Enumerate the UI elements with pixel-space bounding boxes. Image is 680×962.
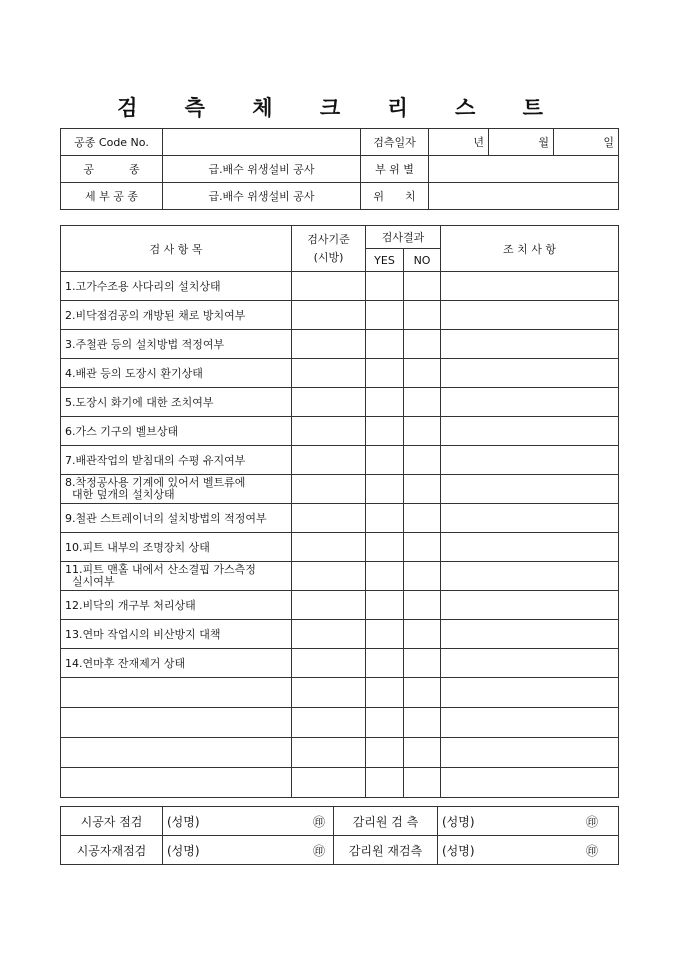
check-no-cell[interactable] — [404, 562, 441, 591]
check-item-label: 2.비닥점검공의 개방된 채로 방치여부 — [61, 301, 292, 330]
check-yes-cell[interactable] — [366, 768, 404, 798]
check-action-cell[interactable] — [441, 272, 619, 301]
check-action-cell[interactable] — [441, 330, 619, 359]
contractor-check-name: (성명) — [167, 814, 200, 829]
check-yes-cell[interactable] — [366, 533, 404, 562]
check-no-cell[interactable] — [404, 591, 441, 620]
check-item-label: 13.연마 작업시의 비산방지 대책 — [61, 620, 292, 649]
check-standard-cell[interactable] — [292, 272, 366, 301]
checklist-header-row — [61, 226, 619, 249]
check-no-cell[interactable] — [404, 649, 441, 678]
seal-icon: ㊞ — [312, 814, 325, 829]
info-table — [60, 128, 619, 210]
check-item-label: 14.연마후 잔재제거 상태 — [61, 649, 292, 678]
table-row — [61, 678, 619, 708]
check-standard-cell[interactable] — [292, 708, 366, 738]
location-value[interactable] — [429, 183, 619, 210]
check-item-label: 8.착정공사용 기계에 있어서 벨트류에 대한 덮개의 설치상태 — [61, 475, 292, 504]
part-label: 부 위 별 — [361, 156, 429, 183]
table-row — [61, 446, 619, 475]
part-value[interactable] — [429, 156, 619, 183]
table-row — [61, 591, 619, 620]
seal-icon: ㊞ — [585, 814, 598, 829]
check-yes-cell[interactable] — [366, 475, 404, 504]
check-action-cell[interactable] — [441, 591, 619, 620]
check-yes-cell[interactable] — [366, 620, 404, 649]
header-standard-line1: 검사기준 — [307, 232, 350, 246]
signoff-table — [60, 806, 619, 865]
date-month[interactable]: 월 — [489, 129, 554, 156]
check-no-cell[interactable] — [404, 446, 441, 475]
contractor-recheck-name: (성명) — [167, 843, 200, 858]
detail-type-value[interactable]: 급.배수 위생설비 공사 — [163, 183, 361, 210]
check-standard-cell[interactable] — [292, 504, 366, 533]
check-action-cell[interactable] — [441, 475, 619, 504]
check-no-cell[interactable] — [404, 388, 441, 417]
location-label: 위 치 — [361, 183, 429, 210]
check-yes-cell[interactable] — [366, 738, 404, 768]
page-title: 검 측 체 크 리 스 트 — [117, 95, 563, 120]
check-action-cell[interactable] — [441, 768, 619, 798]
table-row — [61, 388, 619, 417]
check-item-label: 12.비닥의 개구부 처리상태 — [61, 591, 292, 620]
table-row — [61, 708, 619, 738]
supervisor-reinspect-name: (성명) — [442, 843, 475, 858]
check-item-label: 9.철관 스트레이너의 설치방법의 적정여부 — [61, 504, 292, 533]
header-yes: YES — [366, 249, 404, 272]
date-day[interactable]: 일 — [554, 129, 619, 156]
checklist-table — [60, 225, 619, 798]
check-no-cell[interactable] — [404, 272, 441, 301]
table-row — [61, 330, 619, 359]
header-standard-line2: (시방) — [313, 250, 344, 264]
check-no-cell[interactable] — [404, 330, 441, 359]
check-no-cell[interactable] — [404, 475, 441, 504]
check-yes-cell[interactable] — [366, 678, 404, 708]
check-standard-cell[interactable] — [292, 678, 366, 708]
supervisor-reinspect-label: 감리원 재검측 — [334, 836, 438, 865]
check-yes-cell[interactable] — [366, 388, 404, 417]
check-yes-cell[interactable] — [366, 301, 404, 330]
signoff-row — [61, 807, 619, 836]
check-no-cell[interactable] — [404, 417, 441, 446]
check-yes-cell[interactable] — [366, 272, 404, 301]
check-standard-cell[interactable] — [292, 417, 366, 446]
check-yes-cell[interactable] — [366, 330, 404, 359]
check-standard-cell[interactable] — [292, 330, 366, 359]
check-standard-cell[interactable] — [292, 388, 366, 417]
date-year[interactable]: 년 — [429, 129, 489, 156]
check-no-cell[interactable] — [404, 678, 441, 708]
table-row — [61, 504, 619, 533]
check-yes-cell[interactable] — [366, 446, 404, 475]
check-action-cell[interactable] — [441, 417, 619, 446]
table-row — [61, 738, 619, 768]
check-yes-cell[interactable] — [366, 649, 404, 678]
check-standard-cell[interactable] — [292, 301, 366, 330]
check-item-label: 10.피트 내부의 조명장치 상태 — [61, 533, 292, 562]
seal-icon: ㊞ — [312, 843, 325, 858]
code-value[interactable] — [163, 129, 361, 156]
table-row — [61, 301, 619, 330]
contractor-check-label: 시공자 점검 — [61, 807, 163, 836]
check-action-cell[interactable] — [441, 446, 619, 475]
check-item-label: 5.도장시 화기에 대한 조치여부 — [61, 388, 292, 417]
signoff-row — [61, 836, 619, 865]
check-action-cell[interactable] — [441, 359, 619, 388]
header-standard — [292, 226, 366, 272]
supervisor-reinspect-sign[interactable] — [438, 836, 619, 865]
check-item-label: 1.고가수조용 사다리의 설치상태 — [61, 272, 292, 301]
check-item-label: 3.주철관 등의 설치방법 적정여부 — [61, 330, 292, 359]
contractor-recheck-label: 시공자재점검 — [61, 836, 163, 865]
check-yes-cell[interactable] — [366, 591, 404, 620]
supervisor-inspect-name: (성명) — [442, 814, 475, 829]
detail-type-label: 세 부 공 종 — [61, 183, 163, 210]
check-standard-cell[interactable] — [292, 768, 366, 798]
check-item-label: 11.피트 맨홀 내에서 산소결핍 가스측정 실시여부 — [61, 562, 292, 591]
check-yes-cell[interactable] — [366, 359, 404, 388]
check-standard-cell[interactable] — [292, 738, 366, 768]
check-action-cell[interactable] — [441, 388, 619, 417]
check-item-label: 7.배관작업의 받침대의 수평 유지여부 — [61, 446, 292, 475]
check-no-cell[interactable] — [404, 620, 441, 649]
code-label: 공종 Code No. — [61, 129, 163, 156]
header-no: NO — [404, 249, 441, 272]
info-row-detail-type — [61, 183, 619, 210]
supervisor-inspect-label: 감리원 검 측 — [334, 807, 438, 836]
table-row — [61, 417, 619, 446]
check-no-cell[interactable] — [404, 738, 441, 768]
info-row-work-type — [61, 156, 619, 183]
header-result: 검사결과 — [366, 226, 441, 249]
check-item-label — [61, 768, 292, 798]
check-action-cell[interactable] — [441, 649, 619, 678]
check-action-cell[interactable] — [441, 533, 619, 562]
check-action-cell[interactable] — [441, 738, 619, 768]
table-row — [61, 533, 619, 562]
check-standard-cell[interactable] — [292, 446, 366, 475]
check-standard-cell[interactable] — [292, 475, 366, 504]
work-type-label: 공 종 — [61, 156, 163, 183]
check-no-cell[interactable] — [404, 504, 441, 533]
check-no-cell[interactable] — [404, 708, 441, 738]
check-action-cell[interactable] — [441, 678, 619, 708]
check-standard-cell[interactable] — [292, 533, 366, 562]
check-no-cell[interactable] — [404, 359, 441, 388]
check-yes-cell[interactable] — [366, 417, 404, 446]
check-action-cell[interactable] — [441, 301, 619, 330]
header-item: 검 사 항 목 — [61, 226, 292, 272]
check-standard-cell[interactable] — [292, 649, 366, 678]
check-action-cell[interactable] — [441, 620, 619, 649]
table-row — [61, 359, 619, 388]
table-row — [61, 475, 619, 504]
check-no-cell[interactable] — [404, 301, 441, 330]
check-action-cell[interactable] — [441, 708, 619, 738]
contractor-recheck-sign[interactable] — [163, 836, 334, 865]
work-type-value[interactable]: 급.배수 위생설비 공사 — [163, 156, 361, 183]
check-standard-cell[interactable] — [292, 620, 366, 649]
table-row — [61, 649, 619, 678]
table-row — [61, 562, 619, 591]
check-no-cell[interactable] — [404, 768, 441, 798]
check-yes-cell[interactable] — [366, 562, 404, 591]
check-standard-cell[interactable] — [292, 562, 366, 591]
table-row — [61, 272, 619, 301]
check-action-cell[interactable] — [441, 504, 619, 533]
check-yes-cell[interactable] — [366, 708, 404, 738]
check-item-label — [61, 738, 292, 768]
check-action-cell[interactable] — [441, 562, 619, 591]
supervisor-inspect-sign[interactable] — [438, 807, 619, 836]
check-item-label: 6.가스 기구의 벨브상태 — [61, 417, 292, 446]
check-no-cell[interactable] — [404, 533, 441, 562]
contractor-check-sign[interactable] — [163, 807, 334, 836]
check-standard-cell[interactable] — [292, 359, 366, 388]
check-item-label — [61, 678, 292, 708]
check-yes-cell[interactable] — [366, 504, 404, 533]
seal-icon: ㊞ — [585, 843, 598, 858]
header-action: 조 치 사 항 — [441, 226, 619, 272]
check-item-label: 4.배관 등의 도장시 환기상태 — [61, 359, 292, 388]
table-row — [61, 768, 619, 798]
info-row-code — [61, 129, 619, 156]
date-label: 검측일자 — [361, 129, 429, 156]
check-standard-cell[interactable] — [292, 591, 366, 620]
check-item-label — [61, 708, 292, 738]
table-row — [61, 620, 619, 649]
